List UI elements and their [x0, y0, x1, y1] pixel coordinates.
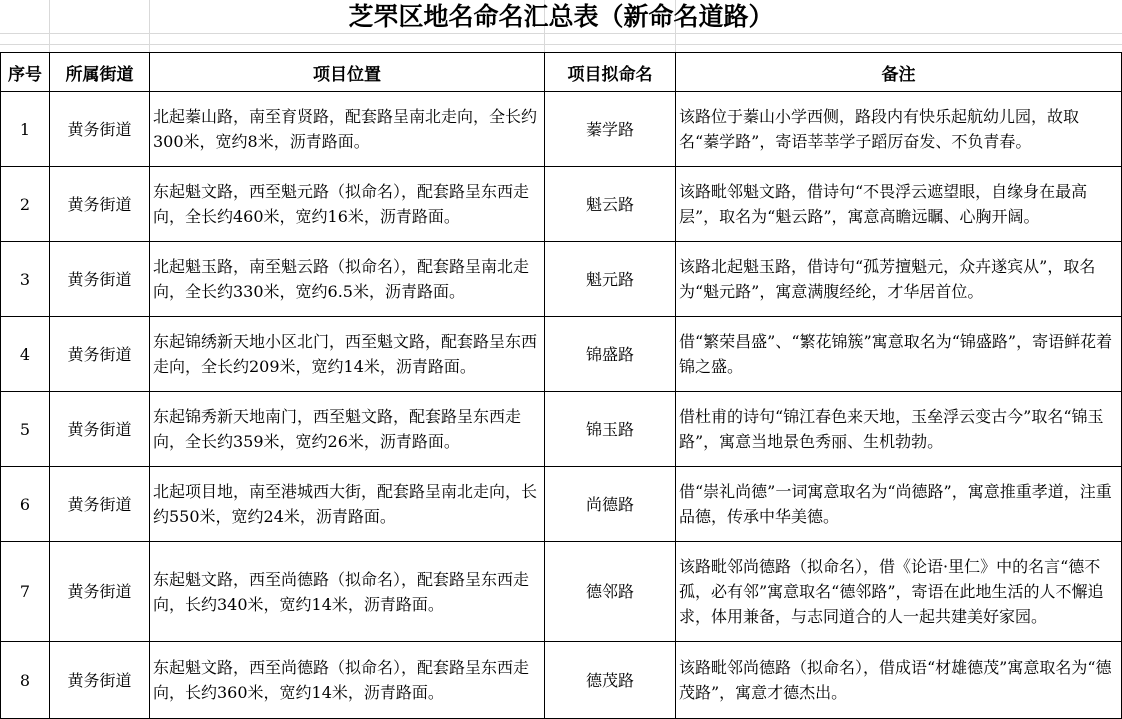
table-row: [1, 542, 1122, 642]
cell-name[interactable]: 德邻路: [545, 542, 676, 642]
cell-name[interactable]: 蓁学路: [545, 92, 676, 167]
cell-location[interactable]: 东起魁文路，西至尚德路（拟命名），配套路呈东西走向，长约360米，宽约14米，沥青路面。: [150, 642, 545, 719]
cell-location[interactable]: 东起锦秀新天地南门，西至魁文路，配套路呈东西走向，全长约359米，宽约26米，沥青路面。: [150, 392, 545, 467]
cell-street[interactable]: 黄务街道: [50, 467, 150, 542]
road-naming-table: [0, 52, 1122, 719]
cell-name[interactable]: 魁云路: [545, 167, 676, 242]
cell-seq[interactable]: 4: [1, 317, 50, 392]
cell-seq[interactable]: 3: [1, 242, 50, 317]
cell-seq[interactable]: 2: [1, 167, 50, 242]
cell-street[interactable]: 黄务街道: [50, 92, 150, 167]
table-row: [1, 467, 1122, 542]
cell-street[interactable]: 黄务街道: [50, 242, 150, 317]
cell-remark[interactable]: 该路毗邻尚德路（拟命名），借成语“材雄德茂”寓意取名为“德茂路”，寓意才德杰出。: [676, 642, 1122, 719]
table-row: [1, 642, 1122, 719]
cell-seq[interactable]: 8: [1, 642, 50, 719]
cell-location[interactable]: 北起项目地，南至港城西大街，配套路呈南北走向，长约550米，宽约24米，沥青路面。: [150, 467, 545, 542]
sheet-title[interactable]: 芝罘区地名命名汇总表（新命名道路）: [348, 2, 774, 31]
cell-remark[interactable]: 借“崇礼尚德”一词寓意取名为“尚德路”，寓意推重孝道，注重品德，传承中华美德。: [676, 467, 1122, 542]
cell-name[interactable]: 尚德路: [545, 467, 676, 542]
header-name[interactable]: 项目拟命名: [545, 53, 676, 92]
cell-location[interactable]: 东起魁文路，西至魁元路（拟命名），配套路呈东西走向，全长约460米，宽约16米，沥青路面。: [150, 167, 545, 242]
header-seq[interactable]: 序号: [1, 53, 50, 92]
cell-seq[interactable]: 7: [1, 542, 50, 642]
cell-street[interactable]: 黄务街道: [50, 167, 150, 242]
gridline: [0, 33, 1122, 34]
table-row: [1, 92, 1122, 167]
cell-street[interactable]: 黄务街道: [50, 542, 150, 642]
cell-name[interactable]: 锦盛路: [545, 317, 676, 392]
table-row: [1, 242, 1122, 317]
cell-name[interactable]: 德茂路: [545, 642, 676, 719]
cell-remark[interactable]: 该路北起魁玉路，借诗句“孤芳擅魁元，众卉遂宾从”，取名为“魁元路”，寓意满腹经纶，才华居首位。: [676, 242, 1122, 317]
cell-location[interactable]: 北起蓁山路，南至育贤路，配套路呈南北走向，全长约300米，宽约8米，沥青路面。: [150, 92, 545, 167]
cell-remark[interactable]: 该路毗邻魁文路，借诗句“不畏浮云遮望眼，自缘身在最高层”，取名为“魁云路”，寓意高瞻远瞩、心胸开阔。: [676, 167, 1122, 242]
cell-remark[interactable]: 该路毗邻尚德路（拟命名），借《论语·里仁》中的名言“德不孤，必有邻”寓意取名“德邻路”，寄语在此地生活的人不懈追求，体用兼备，与志同道合的人一起共建美好家园。: [676, 542, 1122, 642]
cell-seq[interactable]: 6: [1, 467, 50, 542]
cell-name[interactable]: 魁元路: [545, 242, 676, 317]
cell-seq[interactable]: 1: [1, 92, 50, 167]
cell-name[interactable]: 锦玉路: [545, 392, 676, 467]
cell-seq[interactable]: 5: [1, 392, 50, 467]
cell-remark[interactable]: 借“繁荣昌盛”、“繁花锦簇”寓意取名为“锦盛路”，寄语鲜花着锦之盛。: [676, 317, 1122, 392]
cell-remark[interactable]: 借杜甫的诗句“锦江春色来天地，玉垒浮云变古今”取名“锦玉路”，寓意当地景色秀丽、生机勃勃。: [676, 392, 1122, 467]
header-location[interactable]: 项目位置: [150, 53, 545, 92]
cell-remark[interactable]: 该路位于蓁山小学西侧，路段内有快乐起航幼儿园，故取名“蓁学路”，寄语莘莘学子蹈厉奋发、不负青春。: [676, 92, 1122, 167]
cell-location[interactable]: 北起魁玉路，南至魁云路（拟命名），配套路呈南北走向，全长约330米，宽约6.5米，沥青路面。: [150, 242, 545, 317]
table-row: [1, 317, 1122, 392]
header-street[interactable]: 所属街道: [50, 53, 150, 92]
cell-location[interactable]: 东起魁文路，西至尚德路（拟命名），配套路呈东西走向，长约340米，宽约14米，沥青路面。: [150, 542, 545, 642]
header-row: [1, 53, 1122, 92]
cell-location[interactable]: 东起锦绣新天地小区北门，西至魁文路，配套路呈东西走向，全长约209米，宽约14米，沥青路面。: [150, 317, 545, 392]
table-row: [1, 167, 1122, 242]
header-remark[interactable]: 备注: [676, 53, 1122, 92]
cell-street[interactable]: 黄务街道: [50, 392, 150, 467]
cell-street[interactable]: 黄务街道: [50, 317, 150, 392]
table-row: [1, 392, 1122, 467]
cell-street[interactable]: 黄务街道: [50, 642, 150, 719]
gridline: [0, 44, 1122, 45]
